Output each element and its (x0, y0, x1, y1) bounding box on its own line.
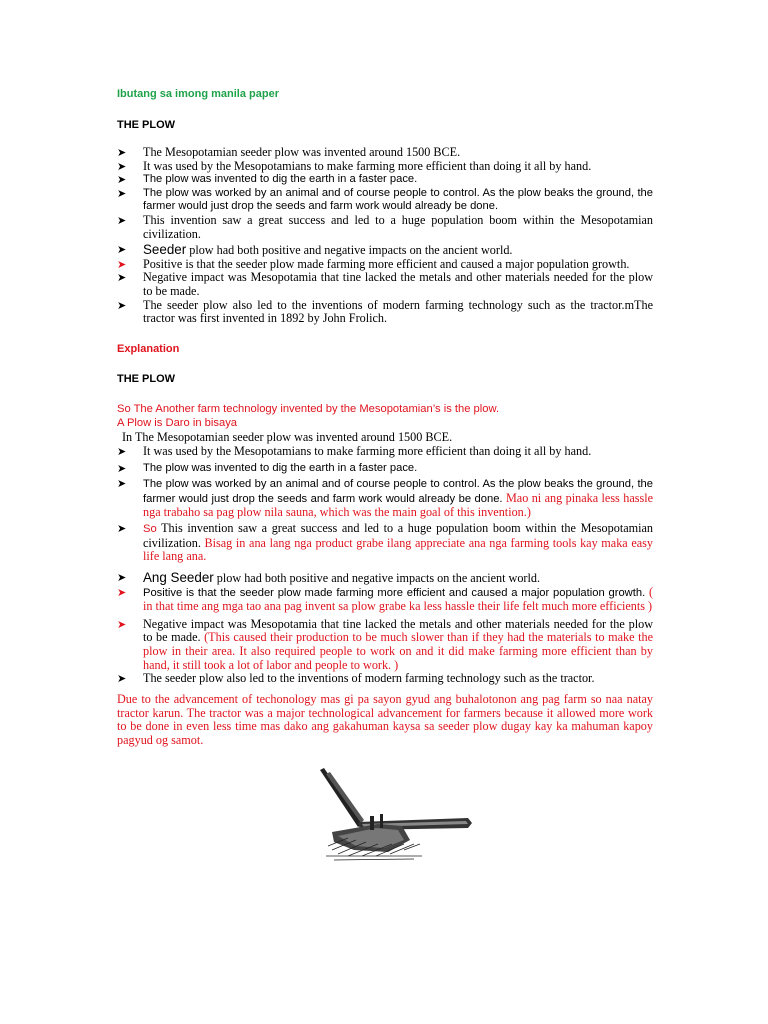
arrowhead-bullet-icon: ➤ (117, 173, 127, 187)
arrowhead-bullet-icon: ➤ (117, 521, 127, 535)
arrowhead-bullet-icon: ➤ (117, 213, 127, 227)
list-item: ➤ Negative impact was Mesopotamia that tine lacked the metals and other materials needed for the plow to be made. (117, 270, 653, 298)
section1-title: THE PLOW (117, 119, 176, 131)
list-item: ➤ Seeder plow had both positive and negative impacts on the ancient world. (117, 242, 513, 258)
arrowhead-bullet-icon: ➤ (117, 186, 127, 200)
list-item: ➤ The plow was invented to dig the earth in a faster pace. (117, 461, 418, 475)
arrowhead-bullet-icon: ➤ (117, 146, 127, 159)
instruction-heading: Ibutang sa imong manila paper (117, 88, 279, 100)
arrowhead-bullet-icon: ➤ (117, 477, 127, 491)
arrowhead-bullet-icon: ➤ (117, 617, 127, 631)
arrowhead-bullet-icon: ➤ (117, 585, 127, 599)
closing-paragraph: Due to the advancement of techonology mas gi pa sayon gyud ang buhalotonon ang pag farm so naa natay tractor karun. The tractor was a major technological advancement for farmers because it allowed more work to be done in even less time mas dako ang gakahuman kaysa sa seeder plow dugay kay ka mahuman kapoy pagyud og samot. (117, 692, 653, 747)
list-item: ➤ It was used by the Mesopotamians to make farming more efficient than doing it all by hand. (117, 444, 592, 458)
section2-list-b (117, 571, 653, 686)
list-item: ➤ The seeder plow also led to the inventions of modern farming technology such as the tractor.mThe tractor was first invented in 1892 by John Frolich. (117, 297, 653, 326)
arrowhead-bullet-icon: ➤ (117, 298, 127, 312)
section2-intro: So The Another farm technology invented by the Mesopotamian’s is the plow. (117, 403, 500, 415)
section2-lead-line: In The Mesopotamian seeder plow was invented around 1500 BCE. (122, 430, 453, 444)
seeder-plow-illustration (318, 766, 474, 864)
list-item: ➤ This invention saw a great success and led to a huge population boom within the Mesopotamian civilization. (117, 212, 653, 241)
arrowhead-bullet-icon: ➤ (117, 571, 127, 584)
arrowhead-bullet-icon: ➤ (117, 243, 127, 257)
section2-title: THE PLOW (117, 373, 176, 385)
arrowhead-bullet-icon: ➤ (117, 257, 127, 271)
list-item: ➤ The plow was worked by an animal and of course people to control. As the plow beaks the ground, the farmer would just drop the seeds and farm work would already be done. Mao ni ang pinaka less hassle nga trabaho sa pag plow nila sauna, which was the main goal of this invention.) (117, 477, 654, 520)
section2-list-a (117, 445, 653, 564)
list-item: ➤ The seeder plow also led to the inventions of modern farming technology such as the tractor. (117, 671, 595, 686)
list-item: ➤ It was used by the Mesopotamians to make farming more efficient than doing it all by hand. (117, 158, 592, 173)
list-item: ➤ The plow was worked by an animal and of course people to control. As the plow beaks the ground, the farmer would just drop the seeds and farm work would already be done. (117, 186, 653, 213)
arrowhead-bullet-icon: ➤ (117, 672, 127, 686)
section2-bisaya-note: A Plow is Daro in bisaya (117, 417, 238, 429)
arrowhead-bullet-icon: ➤ (117, 271, 127, 285)
section1-list (117, 146, 653, 326)
list-item: ➤ The plow was invented to dig the earth in a faster pace. (117, 173, 418, 187)
arrowhead-bullet-icon: ➤ (117, 159, 127, 173)
list-item: ➤ So This invention saw a great success and led to a huge population boom within the Mesopotamian civilization. Bisag in ana lang nga product grabe ilang appreciate ana nga farming tools kay maka easy life lang ana. (117, 520, 654, 564)
arrowhead-bullet-icon: ➤ (117, 445, 127, 458)
list-item: ➤ Ang Seeder plow had both positive and negative impacts on the ancient world. (117, 570, 541, 585)
explanation-heading: Explanation (117, 343, 180, 355)
arrowhead-bullet-icon: ➤ (117, 461, 127, 475)
list-item: ➤ Negative impact was Mesopotamia that tine lacked the metals and other materials needed for the plow to be made. (This caused their production to be much slower than if they had the materials to make the plow in their area. It also required people to work on and it did make farming more efficient than by hand, it still took a lot of labor and people to work. ) (117, 616, 653, 672)
list-item: ➤ Positive is that the seeder plow made farming more efficient and caused a major population growth. ( in that time ang mga tao ana pag invent sa plow grabe ka less hassle their life felt much more efficients ) (117, 584, 653, 614)
list-item: ➤ Positive is that the seeder plow made farming more efficient and caused a major population growth. (117, 256, 630, 271)
list-item: ➤ The Mesopotamian seeder plow was invented around 1500 BCE. (117, 145, 461, 159)
